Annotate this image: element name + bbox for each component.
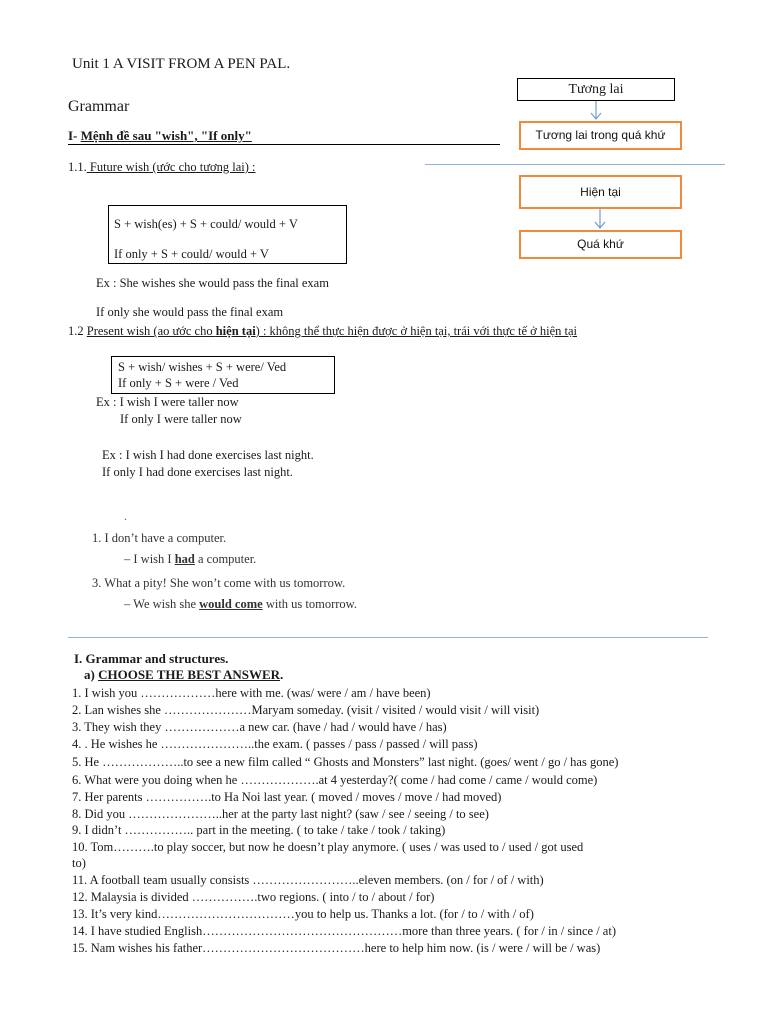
future-example-2: If only she would pass the final exam [96,305,284,319]
exercise-item: 13. It’s very kind……………………………you to help us. Thanks a lot. (for / to / with / of) [72,907,534,921]
example-answer-3: – We wish she would come with us tomorrow. [124,597,358,611]
exercise-item: 15. Nam wishes his father…………………………………here to help him now. (is / were / will be / was) [72,941,601,955]
part-heading [68,128,252,144]
present-wish-number: 1.2 [68,324,87,338]
diagram-box-past: Quá khứ [519,230,682,259]
future-formula-1: S + wish(es) + S + could/ would + V [114,217,298,231]
arrow-down-icon [590,101,604,121]
arrow-down-icon [594,209,608,231]
exercise-heading: I. Grammar and structures. [74,651,229,666]
present-example-3: Ex : I wish I had done exercises last night. [102,448,314,462]
future-wish-heading [68,160,256,175]
future-formula-2: If only + S + could/ would + V [114,247,269,261]
example-question-3: 3. What a pity! She won’t come with us tomorrow. [92,576,346,590]
exercise-item: to) [72,856,86,870]
diagram-box-future: Tương lai [517,78,675,101]
exercise-item: 12. Malaysia is divided …………….two regions. ( into / to / about / for) [72,890,435,904]
exercise-item: 10. Tom……….to play soccer, but now he doesn’t play anymore. ( uses / was used to / used / got used [72,840,584,854]
exercise-subheading: a) CHOOSE THE BEST ANSWER. [84,667,284,682]
exercise-item: 14. I have studied English…………………………………………more than three years. ( for / in / since / at) [72,924,616,938]
example-answer-1: – I wish I had a computer. [124,552,257,566]
exercise-item: 3. They wish they ………………a new car. (have / had / would have / has) [72,720,447,734]
future-wish-number: 1.1. [68,160,87,174]
present-formula-1: S + wish/ wishes + S + were/ Ved [118,360,287,374]
present-wish-heading [68,324,577,339]
exercise-item: 5. He ………………..to see a new film called “ Ghosts and Monsters” last night. (goes/ went / go / has gone) [72,755,619,769]
diagram-box-present: Hiện tại [519,175,682,209]
unit-title: Unit 1 A VISIT FROM A PEN PAL. [72,56,291,72]
exercise-item: 9. I didn’t …………….. part in the meeting. ( to take / take / took / taking) [72,823,446,837]
section-divider [68,637,708,638]
divider-line [425,164,725,165]
future-wish-title: Future wish (ước cho tương lai) : [86,160,256,174]
exercise-item: 1. I wish you ………………here with me. (was/ were / am / have been) [72,686,431,700]
exercise-item: 6. What were you doing when he ……………….at 4 yesterday?( come / had come / came / would come) [72,773,598,787]
part-title: Mệnh đề sau "wish", "If only" [80,128,252,143]
present-example-1: Ex : I wish I were taller now [96,395,239,409]
section-title: Grammar [68,98,130,115]
exercise-item: 4. . He wishes he …………………..the exam. ( passes / pass / passed / will pass) [72,737,478,751]
present-example-4: If only I had done exercises last night. [102,465,293,479]
exercise-item: 11. A football team usually consists ……………………..eleven members. (on / for / of / with) [72,873,544,887]
exercise-item: 8. Did you …………………..her at the party last night? (saw / see / seeing / to see) [72,807,489,821]
part-underline [68,144,500,145]
stray-dot: . [124,509,127,523]
present-formula-2: If only + S + were / Ved [118,376,239,390]
example-question-1: 1. I don’t have a computer. [92,531,227,545]
present-example-2: If only I were taller now [120,412,242,426]
present-wish-title: Present wish (ao ước cho hiện tại) : không thể thực hiện được ở hiện tại, trái với thực tế ở hiện tại [86,324,578,338]
future-example-1: Ex : She wishes she would pass the final exam [96,276,329,290]
exercise-item: 7. Her parents …………….to Ha Noi last year. ( moved / moves / move / had moved) [72,790,502,804]
exercise-item: 2. Lan wishes she …………………Maryam someday. (visit / visited / would visit / will visit) [72,703,540,717]
diagram-box-future-in-past: Tương lai trong quá khứ [519,121,682,150]
part-label: I- [68,128,81,143]
